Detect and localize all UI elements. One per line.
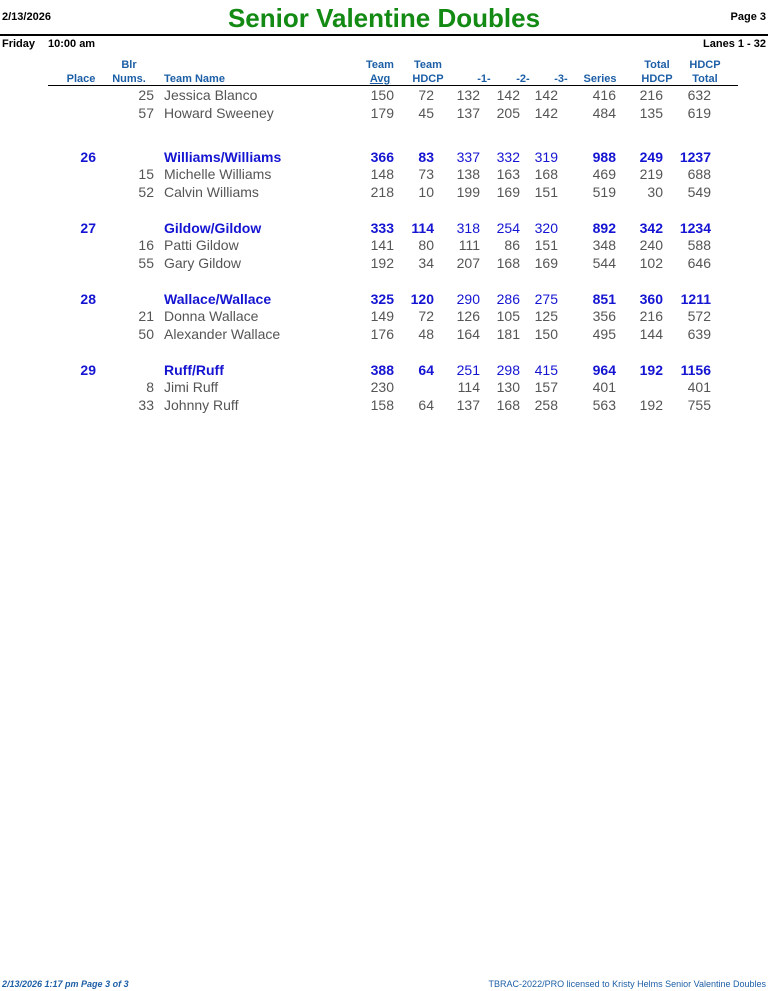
bowler-total-hdcp: 240 [639, 237, 663, 253]
team-name: Gildow/Gildow [164, 220, 262, 236]
bowler-total-hdcp: 192 [639, 397, 663, 413]
team-game-3: 415 [534, 362, 558, 378]
bowler-series: 519 [592, 184, 616, 200]
report-date: 2/13/2026 [2, 11, 51, 23]
bowler-avg: 218 [370, 184, 394, 200]
bowler-game-3: 258 [534, 397, 558, 413]
team-name: Williams/Williams [164, 149, 282, 165]
team-hdcp: 120 [410, 291, 434, 307]
team-name: Wallace/Wallace [164, 291, 272, 307]
team-game-2: 298 [496, 362, 520, 378]
bowler-avg: 176 [370, 326, 394, 342]
bowler-game-2: 105 [496, 308, 520, 324]
bowler-avg: 148 [370, 166, 394, 182]
bowler-hdcp: 64 [418, 397, 434, 413]
bowler-hdcp: 72 [418, 308, 434, 324]
team-place: 28 [80, 291, 96, 307]
bowler-hdcp: 45 [418, 105, 434, 121]
bowler-game-3: 169 [534, 255, 558, 271]
bowler-name: Jimi Ruff [164, 379, 219, 395]
col-place: Place [66, 73, 96, 85]
bowler-name: Calvin Williams [164, 184, 259, 200]
bowler-series: 484 [592, 105, 616, 121]
bowler-game-3: 150 [534, 326, 558, 342]
bowler-hdcp: 72 [418, 87, 434, 103]
team-total-hdcp: 249 [639, 149, 663, 165]
bowler-game-3: 168 [534, 166, 558, 182]
column-header-divider [48, 85, 738, 86]
bowler-hdcp-total: 646 [687, 255, 711, 271]
team-game-1: 251 [456, 362, 480, 378]
team-game-2: 286 [496, 291, 520, 307]
team-avg: 388 [370, 362, 394, 378]
bowler-hdcp-total: 639 [687, 326, 711, 342]
team-avg: 366 [370, 149, 394, 165]
team-series: 964 [592, 362, 616, 378]
bowler-game-3: 151 [534, 184, 558, 200]
team-series: 988 [592, 149, 616, 165]
bowler-avg: 149 [370, 308, 394, 324]
team-game-1: 290 [456, 291, 480, 307]
bowler-hdcp-total: 632 [687, 87, 711, 103]
bowler-game-2: 205 [496, 105, 520, 121]
bowler-game-3: 142 [534, 105, 558, 121]
bowler-game-1: 199 [456, 184, 480, 200]
bowler-total-hdcp: 216 [639, 87, 663, 103]
bowler-name: Alexander Wallace [164, 326, 281, 342]
bowler-game-2: 130 [496, 379, 520, 395]
page-number: Page 3 [730, 11, 766, 23]
bowler-total-hdcp: 30 [647, 184, 663, 200]
team-hdcp-total: 1237 [679, 149, 711, 165]
lanes-range: Lanes 1 - 32 [703, 38, 766, 50]
team-series: 851 [592, 291, 616, 307]
bowler-game-1: 207 [456, 255, 480, 271]
bowler-hdcp-total: 549 [687, 184, 711, 200]
team-game-3: 275 [534, 291, 558, 307]
bowler-number: 52 [138, 184, 154, 200]
bowler-name: Jessica Blanco [164, 87, 258, 103]
bowler-series: 495 [592, 326, 616, 342]
team-total-hdcp: 192 [639, 362, 663, 378]
bowler-hdcp: 80 [418, 237, 434, 253]
team-place: 27 [80, 220, 96, 236]
bowler-avg: 192 [370, 255, 394, 271]
bowler-series: 416 [592, 87, 616, 103]
bowler-hdcp-total: 619 [687, 105, 711, 121]
team-game-1: 318 [456, 220, 480, 236]
bowler-hdcp: 48 [418, 326, 434, 342]
team-hdcp: 83 [418, 149, 434, 165]
team-game-3: 320 [534, 220, 558, 236]
col-team-avg: Team Avg [366, 59, 394, 85]
bowler-avg: 158 [370, 397, 394, 413]
bowler-hdcp-total: 401 [687, 379, 711, 395]
bowler-series: 356 [592, 308, 616, 324]
bowler-number: 55 [138, 255, 154, 271]
footer-license: TBRAC-2022/PRO licensed to Kristy Helms Senior Valentine Doubles [488, 979, 766, 989]
bowler-number: 16 [138, 237, 154, 253]
session-time: 10:00 am [48, 38, 96, 50]
bowler-game-1: 164 [456, 326, 480, 342]
team-hdcp-total: 1211 [680, 291, 711, 307]
col-bowler-nums: Blr Nums. [112, 59, 146, 85]
bowler-game-2: 169 [496, 184, 520, 200]
team-game-1: 337 [456, 149, 480, 165]
bowler-game-1: 138 [456, 166, 480, 182]
team-name: Ruff/Ruff [164, 362, 224, 378]
bowler-total-hdcp: 216 [639, 308, 663, 324]
bowler-total-hdcp: 102 [639, 255, 663, 271]
team-hdcp: 64 [418, 362, 434, 378]
bowler-name: Michelle Williams [164, 166, 272, 182]
header-divider [0, 34, 768, 36]
bowler-name: Johnny Ruff [164, 397, 239, 413]
bowler-game-2: 163 [496, 166, 520, 182]
footer-print-info: 2/13/2026 1:17 pm Page 3 of 3 [2, 979, 129, 989]
team-hdcp-total: 1156 [680, 362, 711, 378]
col-game-2: -2- [516, 73, 530, 85]
bowler-number: 50 [138, 326, 154, 342]
bowler-total-hdcp: 144 [639, 326, 663, 342]
bowler-game-3: 142 [534, 87, 558, 103]
bowler-game-1: 111 [458, 237, 480, 253]
col-total-hdcp: Total HDCP [641, 59, 673, 85]
col-game-1: -1- [477, 73, 491, 85]
team-series: 892 [592, 220, 616, 236]
bowler-game-3: 157 [534, 379, 558, 395]
bowler-series: 469 [592, 166, 616, 182]
col-hdcp-total: HDCP Total [689, 59, 721, 85]
bowler-hdcp-total: 588 [687, 237, 711, 253]
bowler-hdcp: 10 [418, 184, 434, 200]
bowler-game-1: 137 [456, 397, 480, 413]
bowler-total-hdcp: 219 [639, 166, 663, 182]
team-hdcp-total: 1234 [679, 220, 711, 236]
bowler-game-1: 137 [456, 105, 480, 121]
bowler-game-2: 86 [504, 237, 520, 253]
bowler-game-2: 168 [496, 397, 520, 413]
bowler-name: Howard Sweeney [164, 105, 274, 121]
team-place: 26 [80, 149, 96, 165]
bowler-hdcp: 73 [418, 166, 434, 182]
team-game-2: 254 [496, 220, 520, 236]
bowler-game-1: 126 [456, 308, 480, 324]
bowler-avg: 141 [370, 237, 394, 253]
team-avg: 325 [370, 291, 394, 307]
col-game-3: -3- [554, 73, 568, 85]
bowler-series: 348 [592, 237, 616, 253]
bowler-total-hdcp: 135 [639, 105, 663, 121]
bowler-number: 21 [138, 308, 154, 324]
team-total-hdcp: 342 [639, 220, 663, 236]
team-game-3: 319 [534, 149, 558, 165]
session-day: Friday [2, 38, 36, 50]
bowler-series: 544 [592, 255, 616, 271]
bowler-avg: 230 [370, 379, 394, 395]
team-game-2: 332 [496, 149, 520, 165]
bowler-hdcp-total: 572 [687, 308, 711, 324]
bowler-avg: 179 [370, 105, 394, 121]
bowler-name: Gary Gildow [164, 255, 242, 271]
team-place: 29 [80, 362, 96, 378]
bowler-number: 25 [138, 87, 154, 103]
col-series: Series [583, 73, 617, 85]
bowler-number: 8 [146, 379, 154, 395]
col-team-name: Team Name [164, 73, 225, 85]
team-hdcp: 114 [411, 220, 434, 236]
bowler-number: 33 [138, 397, 154, 413]
bowler-game-3: 125 [534, 308, 558, 324]
bowler-avg: 150 [370, 87, 394, 103]
report-title: Senior Valentine Doubles [227, 3, 541, 33]
bowler-series: 401 [592, 379, 616, 395]
bowler-game-1: 114 [457, 379, 480, 395]
bowler-number: 57 [138, 105, 154, 121]
team-avg: 333 [370, 220, 394, 236]
bowler-series: 563 [592, 397, 616, 413]
bowler-game-2: 168 [496, 255, 520, 271]
team-total-hdcp: 360 [639, 291, 663, 307]
bowler-hdcp: 34 [418, 255, 434, 271]
bowler-hdcp-total: 688 [687, 166, 711, 182]
bowler-game-1: 132 [456, 87, 480, 103]
bowler-game-2: 142 [496, 87, 520, 103]
col-team-hdcp: Team HDCP [412, 59, 444, 85]
bowler-hdcp-total: 755 [687, 397, 711, 413]
bowler-name: Patti Gildow [164, 237, 239, 253]
bowler-game-3: 151 [534, 237, 558, 253]
bowler-name: Donna Wallace [164, 308, 259, 324]
bowler-game-2: 181 [496, 326, 520, 342]
bowler-number: 15 [138, 166, 154, 182]
